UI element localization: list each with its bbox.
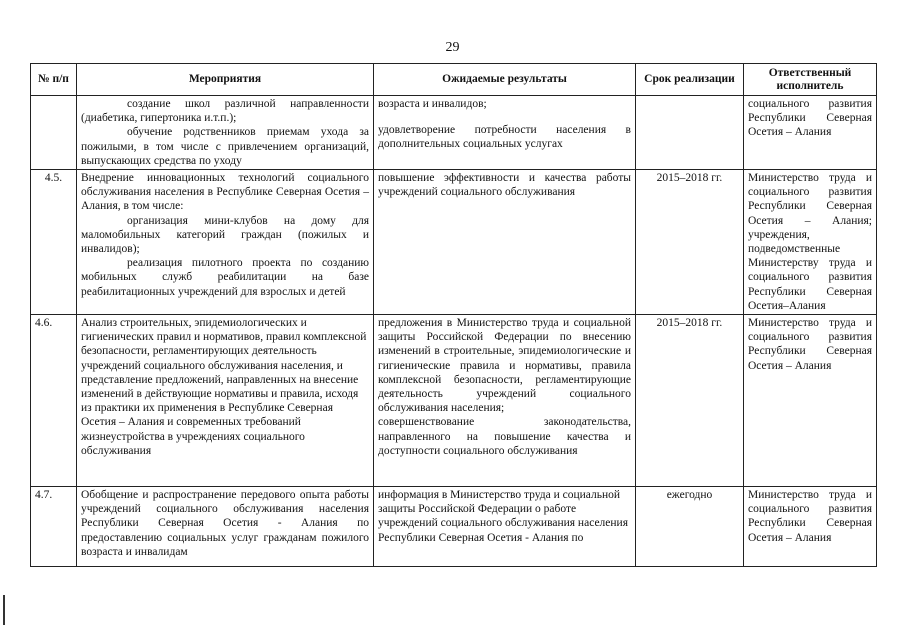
- executor-text: Министерство труда и социального развития Республики Северная Осетия – Алания; учреждения, подведомственные Министерству труда и социального развития Республики Северная Осетия–Алания: [748, 172, 872, 312]
- activity-paragraph: создание школ различной направленности (диабетика, гипертоника и.т.п.);: [81, 98, 369, 125]
- row-num: 4.7.: [31, 487, 77, 567]
- row-executor: [744, 315, 877, 487]
- scan-margin-mark: [3, 595, 5, 625]
- header-results: Ожидаемые результаты: [374, 64, 636, 96]
- row-results: [374, 315, 636, 487]
- table-row: [31, 487, 877, 567]
- activities-table: [30, 63, 877, 567]
- table-row: [31, 315, 877, 487]
- row-results: [374, 170, 636, 315]
- activity-paragraph: организация мини-клубов на дому для маломобильных категорий граждан (пожилых и инвалидов);: [81, 214, 369, 256]
- row-results: [374, 487, 636, 567]
- row-term: ежегодно: [636, 487, 744, 567]
- row-executor: [744, 487, 877, 567]
- executor-text: социального развития Республики Северная Осетия – Алания: [748, 98, 872, 139]
- page-number: 29: [445, 40, 460, 55]
- header-executor: Ответственный исполнитель: [744, 64, 877, 96]
- header-activity: Мероприятия: [77, 64, 374, 96]
- row-activity: [77, 170, 374, 315]
- row-activity: [77, 96, 374, 170]
- row-num: 4.5.: [31, 170, 77, 315]
- activity-paragraph: Внедрение инновационных технологий социального обслуживания населения в Республике Северная Осетия – Алания, в том числе:: [81, 172, 369, 213]
- row-activity: [77, 487, 374, 567]
- table-row: [31, 96, 877, 170]
- executor-text: Министерство труда и социального развития Республики Северная Осетия – Алания: [748, 317, 872, 372]
- row-num: 4.6.: [31, 315, 77, 487]
- row-results: [374, 96, 636, 170]
- header-num: № п/п: [31, 64, 77, 96]
- row-activity: [77, 315, 374, 487]
- table-header-row: [31, 64, 877, 96]
- results-paragraph: информация в Министерство труда и социальной защиты Российской Федерации о работе учреждений социального обслуживания населения Республики Северная Осетия - Алания по: [378, 489, 628, 544]
- executor-text: Министерство труда и социального развития Республики Северная Осетия – Алания: [748, 489, 872, 544]
- activity-paragraph: реализация пилотного проекта по созданию мобильных служб реабилитации на базе реабилитационных учреждений для взрослых и детей: [81, 257, 369, 298]
- activity-paragraph: Обобщение и распространение передового опыта работы учреждений социального обслуживания населения Республики Северная Осетия - Алания по предоставлению социальных услуг гражданам пожилого возраста и инвалидам: [81, 489, 369, 558]
- row-term: 2015–2018 гг.: [636, 315, 744, 487]
- table-row: [31, 170, 877, 315]
- results-paragraph: повышение эффективности и качества работы учреждений социального обслуживания: [378, 172, 631, 199]
- results-paragraph: совершенствование законодательства, направленного на повышение качества и доступности социального обслуживания: [378, 416, 631, 457]
- activity-paragraph: обучение родственников приемам ухода за пожилыми, в том числе с привлечением организаций, выпускающих средства по уходу: [81, 126, 369, 167]
- row-num: [31, 96, 77, 170]
- row-term: [636, 96, 744, 170]
- results-paragraph: возраста и инвалидов;: [378, 98, 487, 110]
- header-term: Срок реализации: [636, 64, 744, 96]
- results-paragraph: удовлетворение потребности населения в дополнительных социальных услугах: [378, 124, 631, 151]
- row-term: 2015–2018 гг.: [636, 170, 744, 315]
- row-executor: [744, 96, 877, 170]
- results-paragraph: предложения в Министерство труда и социальной защиты Российской Федерации по внесению изменений в строительные, эпидемиологические и гигиенические правила и нормативы, правила комплексной безопасности, регламентирующие деятельность учреждений социального обслуживания населения;: [378, 317, 631, 415]
- row-executor: [744, 170, 877, 315]
- activity-paragraph: Анализ строительных, эпидемиологических и гигиенических правил и нормативов, правил комплексной безопасности, регламентирующих деятельность учреждений социального обслуживания населения, и представление предложений, направленных на внесение изменений в действующие нормативы и правила, исходя из практики их применения в Республике Северная Осетия – Алания и современных требований жизнеустройства в учреждениях социального обслуживания: [81, 317, 367, 457]
